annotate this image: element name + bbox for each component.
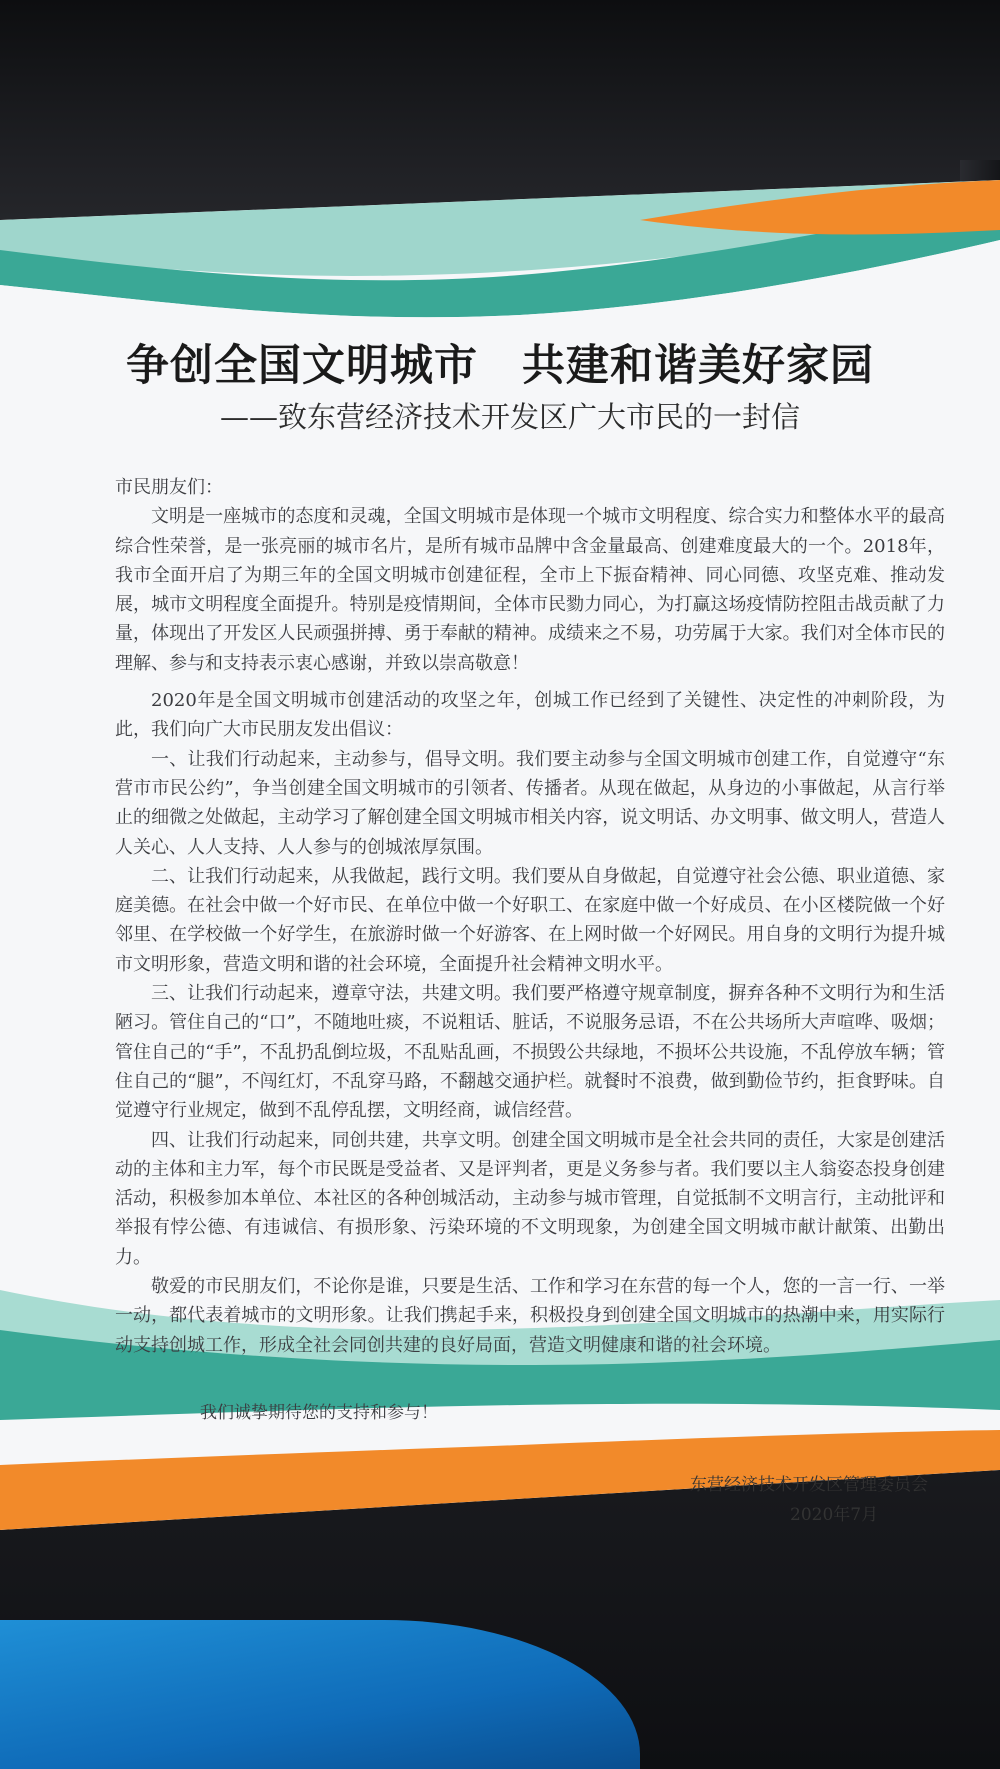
- paragraph-initiative-4: 四、让我们行动起来，同创共建，共享文明。创建全国文明城市是全社会共同的责任，大家是创建活动的主体和主力军，每个市民既是受益者、又是评判者，更是义务参与者。我们要以主人翁姿态投身创建活动，积极参加本单位、本社区的各种创城活动，主动参与城市管理，自觉抵制不文明言行，主动批评和举报有悖公德、有违诚信、有损形象、污染环境的不文明现象，为创建全国文明城市献计献策、出勤出力。: [115, 1129, 945, 1268]
- signer: 东营经济技术开发区管理委员会: [690, 1475, 928, 1495]
- closing-line: 我们诚挚期待您的支持和参与！: [200, 1403, 438, 1423]
- letter-body: [115, 473, 945, 1360]
- paragraph-initiative-1: 一、让我们行动起来，主动参与，倡导文明。我们要主动参与全国文明城市创建工作，自觉遵守“东营市市民公约”，争当创建全国文明城市的引领者、传播者。从现在做起，从身边的小事做起，从言行举止的细微之处做起，主动学习了解创建全国文明城市相关内容，说文明话、办文明事、做文明人，营造人人关心、人人支持、人人参与的创城浓厚氛围。: [115, 748, 945, 858]
- paragraph-initiative-2: 二、让我们行动起来，从我做起，践行文明。我们要从自身做起，自觉遵守社会公德、职业道德、家庭美德。在社会中做一个好市民、在单位中做一个好职工、在家庭中做一个好成员、在小区楼院做一个好邻里、在学校做一个好学生，在旅游时做一个好游客、在上网时做一个好网民。用自身的文明行为提升城市文明形象，营造文明和谐的社会环境，全面提升社会精神文明水平。: [115, 865, 945, 975]
- paragraph-appeal: 敬爱的市民朋友们，不论你是谁，只要是生活、工作和学习在东营的每一个人，您的一言一行、一举一动，都代表着城市的文明形象。让我们携起手来，积极投身到创建全国文明城市的热潮中来，用实际行动支持创城工作，形成全社会同创共建的良好局面，营造文明健康和谐的社会环境。: [115, 1276, 945, 1356]
- paragraph-2020: 2020年是全国文明城市创建活动的攻坚之年，创城工作已经到了关键性、决定性的冲刺阶段，为此，我们向广大市民朋友发出倡议：: [115, 690, 945, 741]
- letter-subtitle: ——致东营经济技术开发区广大市民的一封信: [220, 400, 801, 434]
- letter-title: 争创全国文明城市 共建和谐美好家园: [126, 341, 874, 391]
- letter-date: 2020年7月: [790, 1505, 879, 1525]
- paragraph-initiative-3: 三、让我们行动起来，遵章守法，共建文明。我们要严格遵守规章制度，摒弃各种不文明行为和生活陋习。管住自己的“口”，不随地吐痰，不说粗话、脏话，不说服务忌语，不在公共场所大声喧哗、吸烟；管住自己的“手”，不乱扔乱倒垃圾，不乱贴乱画，不损毁公共绿地，不损坏公共设施，不乱停放车辆；管住自己的“腿”，不闯红灯，不乱穿马路，不翻越交通护栏。就餐时不浪费，做到勤俭节约，拒食野味。自觉遵守行业规定，做到不乱停乱摆，文明经商，诚信经营。: [115, 983, 945, 1122]
- paragraph-intro: 文明是一座城市的态度和灵魂，全国文明城市是体现一个城市文明程度、综合实力和整体水平的最高综合性荣誉，是一张亮丽的城市名片，是所有城市品牌中含金量最高、创建难度最大的一个。2018年，我市全面开启了为期三年的全国文明城市创建征程，全市上下振奋精神、同心同德、攻坚克难、推动发展，城市文明程度全面提升。特别是疫情期间，全体市民勠力同心，为打赢这场疫情防控阻击战贡献了力量，体现出了开发区人民顽强拼搏、勇于奉献的精神。成绩来之不易，功劳属于大家。我们对全体市民的理解、参与和支持表示衷心感谢，并致以崇高敬意！: [115, 506, 945, 674]
- letter-content: [0, 180, 1000, 1530]
- salutation: 市民朋友们：: [115, 477, 223, 498]
